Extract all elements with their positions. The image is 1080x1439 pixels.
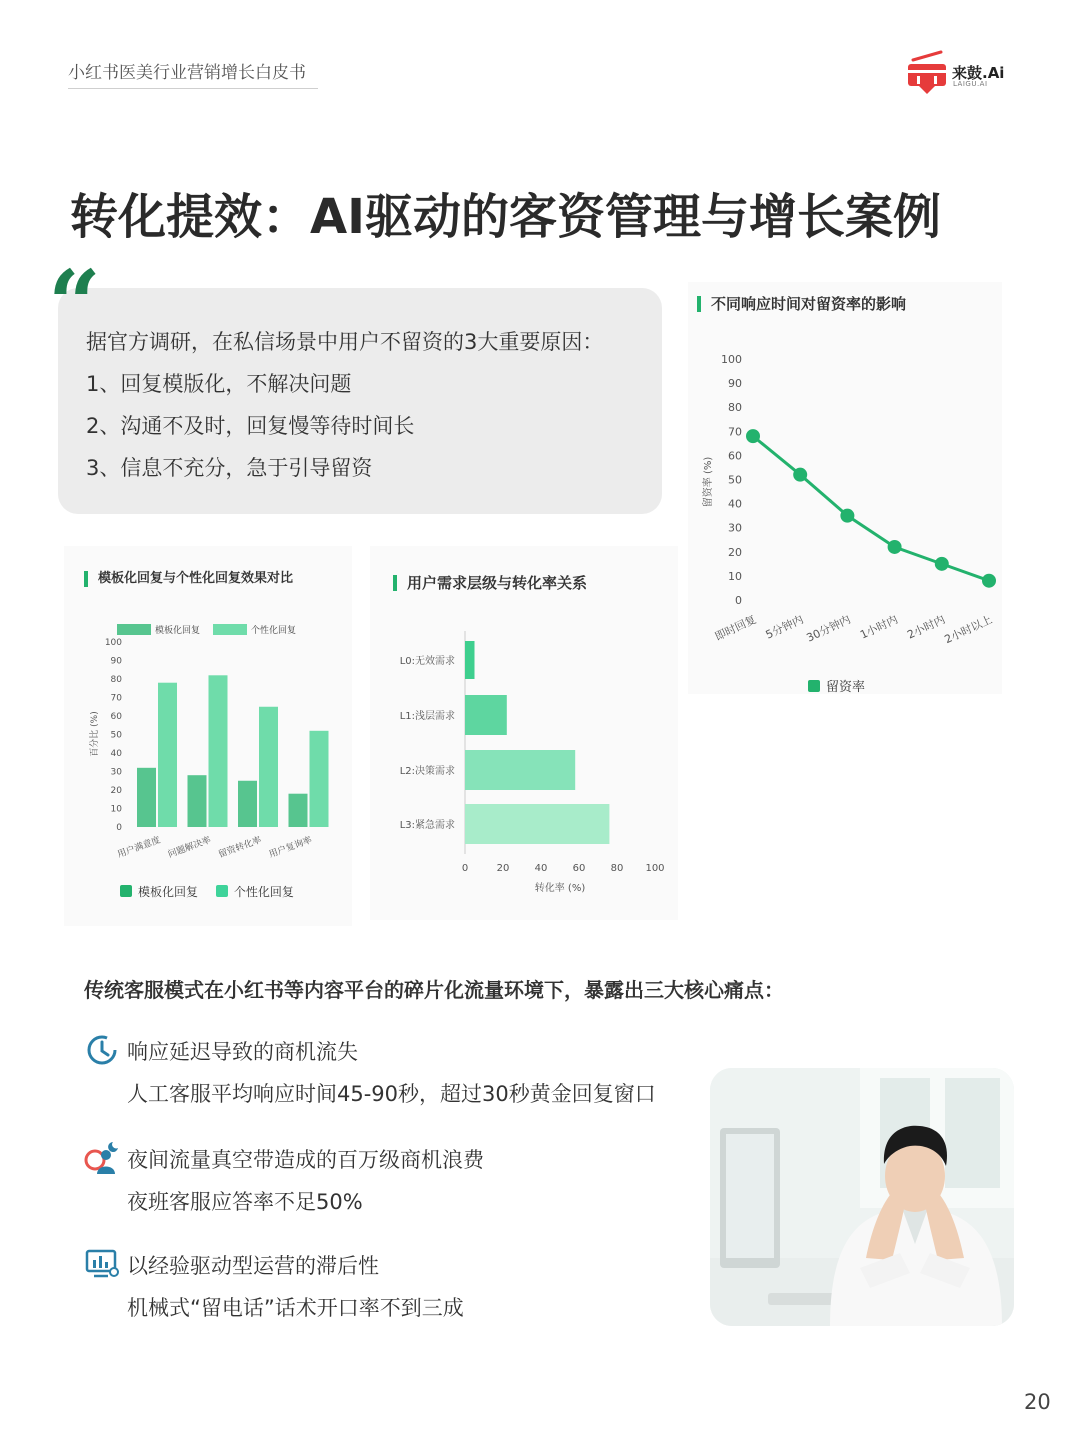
hbar-chart-ytick: L0:无效需求 (399, 656, 455, 667)
hbar-chart-xtick: 20 (496, 863, 510, 874)
svg-text:模板化回复: 模板化回复 (155, 626, 201, 636)
page-number: 20 (1024, 1390, 1051, 1414)
hbar-chart-title: 用户需求层级与转化率关系 (393, 575, 587, 591)
clock-icon (84, 1032, 120, 1068)
bar-chart-ytick: 80 (110, 675, 122, 685)
page-title: 转化提效：AI驱动的客资管理与增长案例 (70, 189, 942, 245)
hbar-chart-xtick: 100 (645, 863, 665, 874)
legend-swatch-template (120, 885, 132, 897)
line-chart-xtick: 即时回复 (712, 612, 759, 644)
quote-line-1: 1、回复模版化，不解决问题 (86, 372, 352, 396)
analytics-icon (84, 1246, 120, 1282)
quote-line-2: 2、沟通不及时，回复慢等待时间长 (86, 414, 415, 438)
pain-points-intro: 传统客服模式在小红书等内容平台的碎片化流量环境下，暴露出三大核心痛点： (84, 978, 784, 1002)
line-chart-point (983, 574, 996, 587)
bar-chart-bar (238, 781, 257, 827)
hbar-chart-xtick: 60 (572, 863, 586, 874)
bar-chart-bar (310, 731, 329, 827)
line-chart-ytick: 70 (728, 425, 742, 439)
bar-chart-bar (259, 707, 278, 827)
pain-point-1-desc: 人工客服平均响应时间45-90秒，超过30秒黄金回复窗口 (127, 1082, 656, 1106)
bar-chart-bar (188, 775, 207, 827)
horizontal-bar-chart (370, 546, 678, 920)
line-chart-ytick: 10 (728, 569, 742, 583)
line-chart-point (794, 468, 807, 481)
hbar-chart-xtick: 80 (610, 863, 624, 874)
pain-point-1-title: 响应延迟导致的商机流失 (127, 1040, 358, 1064)
hbar-chart-xtick: 40 (534, 863, 548, 874)
line-chart-point (935, 557, 948, 570)
hbar-chart-ytick: L2:决策需求 (399, 766, 455, 777)
header-divider (68, 88, 318, 89)
grouped-bar-chart (64, 546, 352, 926)
bar-chart-bar (209, 675, 228, 827)
legend-label-template: 模板化回复 (138, 885, 199, 899)
svg-text:个性化回复: 个性化回复 (251, 626, 297, 636)
legend-swatch-personal (216, 885, 228, 897)
hbar-chart-bar (465, 641, 475, 679)
bar-chart-title: 模板化回复与个性化回复效果对比 (84, 571, 293, 587)
bar-chart-top-legend (117, 624, 296, 636)
line-chart-ylabel: 留资率 (%) (703, 456, 714, 508)
line-chart-ytick: 40 (728, 497, 742, 511)
legend-label-retention: 留资率 (826, 680, 866, 695)
pain-point-2-desc: 夜班客服应答率不足50% (127, 1190, 363, 1214)
quote-line-intro: 据官方调研，在私信场景中用户不留资的3大重要原因： (86, 330, 604, 354)
line-chart-xtick: 1小时内 (858, 612, 900, 642)
line-chart-ytick: 0 (735, 594, 742, 607)
line-chart-ytick: 90 (728, 377, 742, 391)
quote-mark-icon: “ (48, 250, 101, 358)
line-chart-ytick: 30 (728, 521, 742, 535)
line-chart-ytick: 60 (728, 449, 742, 463)
bar-chart-xtick: 用户复询率 (267, 835, 314, 861)
pain-point-3-title: 以经验驱动型运营的滞后性 (127, 1254, 379, 1278)
quote-line-3: 3、信息不充分，急于引导留资 (86, 456, 373, 480)
hbar-chart-ytick: L3:紧急需求 (399, 820, 455, 831)
line-chart-ytick: 20 (728, 545, 742, 559)
bar-chart-ytick: 30 (110, 767, 122, 778)
hbar-chart-ytick: L1:浅层需求 (399, 711, 455, 722)
hbar-chart-bar (465, 750, 575, 790)
legend-swatch-retention (808, 680, 820, 692)
line-chart-legend (808, 676, 865, 695)
line-chart-xtick: 30分钟内 (804, 612, 853, 645)
bar-chart-ytick: 0 (116, 823, 122, 833)
night-user-icon (84, 1140, 120, 1176)
line-chart-ytick: 50 (728, 473, 742, 487)
line-chart-point (747, 430, 760, 443)
line-chart-title: 不同响应时间对留资率的影响 (697, 296, 906, 312)
line-chart (688, 282, 1002, 694)
hbar-chart-xtick: 0 (461, 863, 469, 874)
bar-chart-ytick: 100 (104, 638, 122, 648)
bar-chart-ytick: 10 (110, 804, 122, 815)
document-title: 小红书医美行业营销增长白皮书 (68, 63, 306, 83)
line-chart-xtick: 5分钟内 (763, 612, 806, 642)
logo-text: 来鼓.Ai (952, 64, 1005, 82)
bar-chart-bottom-legend (120, 883, 294, 900)
line-chart-xtick: 2小时以上 (942, 612, 995, 647)
hbar-chart-xlabel: 转化率 (%) (534, 883, 586, 894)
bar-chart-bar (137, 768, 156, 827)
bar-chart-ylabel: 百分比 (%) (90, 711, 100, 757)
line-chart-ytick: 80 (728, 401, 742, 415)
bar-chart-ytick: 60 (110, 712, 122, 722)
pain-point-2-title: 夜间流量真空带造成的百万级商机浪费 (127, 1148, 484, 1172)
line-chart-point (888, 540, 901, 553)
bar-chart-xtick: 留资转化率 (217, 835, 264, 861)
line-chart-series-line (753, 436, 989, 581)
bar-chart-bar (158, 683, 177, 827)
line-chart-ytick: 100 (721, 353, 742, 366)
stressed-worker-photo (710, 1068, 1014, 1326)
bar-chart-bar (289, 794, 308, 827)
line-chart-xtick: 2小时内 (905, 612, 948, 642)
bar-chart-xtick: 问题解决率 (166, 835, 213, 861)
bar-chart-xtick: 用户满意度 (116, 835, 163, 861)
logo-subtext: LAIGU.AI (953, 80, 988, 88)
line-chart-point (841, 509, 854, 522)
pain-point-3-desc: 机械式“留电话”话术开口率不到三成 (127, 1296, 464, 1320)
bar-chart-ytick: 20 (110, 786, 122, 796)
legend-label-personal: 个性化回复 (233, 885, 294, 899)
hbar-chart-bar (465, 695, 507, 735)
hbar-chart-bar (465, 804, 609, 844)
bar-chart-ytick: 40 (110, 749, 122, 759)
bar-chart-ytick: 50 (110, 730, 122, 741)
bar-chart-ytick: 90 (110, 656, 122, 667)
bar-chart-ytick: 70 (110, 693, 122, 704)
logo-drum-icon (905, 50, 949, 96)
